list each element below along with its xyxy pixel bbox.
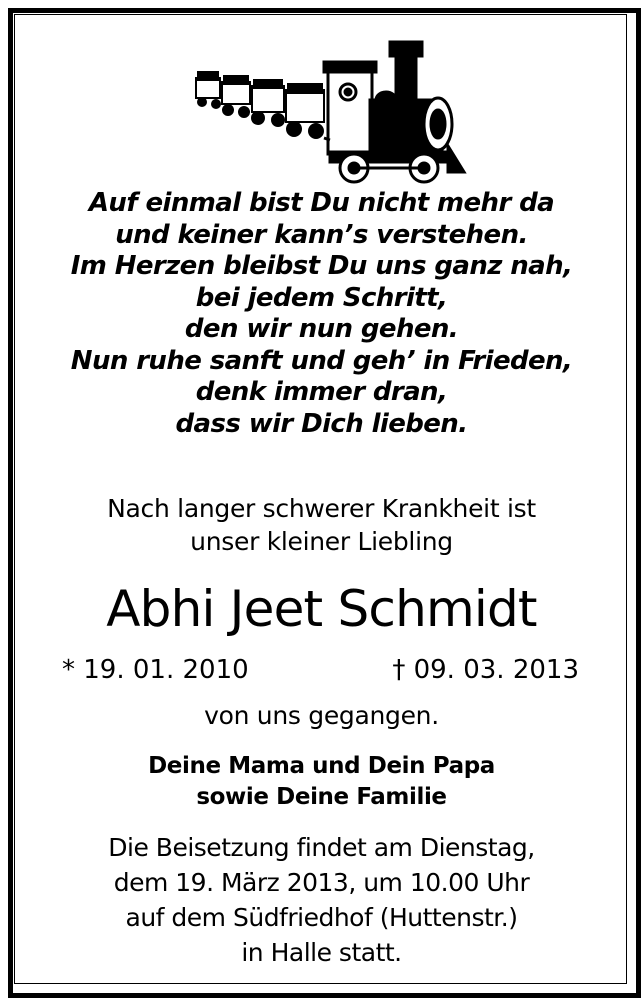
family-line: sowie Deine Familie	[196, 784, 447, 810]
funeral-line: dem 19. März 2013, um 10.00 Uhr	[113, 868, 530, 897]
passed-away-text: von uns gegangen.	[204, 701, 439, 730]
poem-line: denk immer dran,	[195, 377, 448, 407]
toy-train-icon	[190, 34, 468, 186]
poem-line: den wir nun gehen.	[184, 314, 459, 344]
poem-line: und keiner kann’s verstehen.	[115, 219, 528, 250]
intro-line: unser kleiner Liebling	[190, 527, 453, 556]
poem-line: Auf einmal bist Du nicht mehr da	[88, 188, 555, 218]
deceased-name: Abhi Jeet Schmidt	[106, 580, 537, 638]
poem-line: bei jedem Schritt,	[195, 282, 448, 313]
family-signature	[18, 751, 625, 813]
intro-line: Nach langer schwerer Krankheit ist	[107, 494, 536, 523]
obituary-notice	[18, 18, 625, 982]
family-line: Deine Mama und Dein Papa	[148, 753, 495, 779]
announcement-intro	[18, 492, 625, 558]
funeral-details	[18, 830, 625, 970]
poem-line: Nun ruhe sanft und geh’ in Frieden,	[70, 345, 573, 376]
funeral-line: auf dem Südfriedhof (Huttenstr.)	[125, 903, 518, 932]
birth-date: * 19. 01. 2010	[62, 655, 249, 685]
death-date: † 09. 03. 2013	[392, 655, 579, 685]
funeral-line: Die Beisetzung findet am Dienstag,	[108, 833, 535, 862]
funeral-line: in Halle statt.	[241, 938, 402, 967]
poem-line: Im Herzen bleibst Du uns ganz nah,	[70, 251, 573, 281]
poem-line: dass wir Dich lieben.	[175, 408, 468, 439]
poem	[18, 188, 625, 440]
